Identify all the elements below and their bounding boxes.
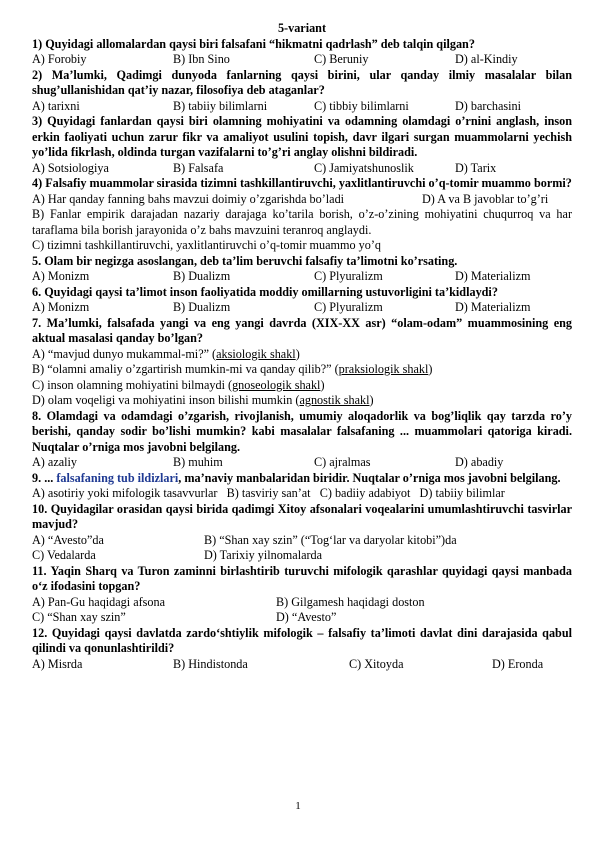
option-b-term: praksiologik shakl bbox=[338, 362, 429, 376]
option-a: A) Sotsiologiya bbox=[32, 160, 109, 175]
option-a-term: aksiologik shakl bbox=[216, 346, 296, 361]
option-d-term: agnostik shakl bbox=[299, 393, 370, 407]
question-5: 5. Olam bir negizga asoslangan, deb ta’lim beruvchi falsafiy ta’limotni ko’rsating. bbox=[32, 253, 458, 268]
option-a: A) “Avesto”da bbox=[32, 532, 104, 547]
answer-options-9: A) asotiriy yoki mifologik tasavvurlar B) tasviriy san’at C) badiiy adabiyot D) tabiiy bilimlar bbox=[32, 486, 505, 500]
question-11: 11. Yaqin Sharq va Turon zaminni birlashtirib turuvchi mifologik qarashlar quyidagi qaysi manbada o‘z ifodasini topgan? bbox=[32, 563, 572, 593]
option-a: A) Pan-Gu haqidagi afsona bbox=[32, 594, 166, 609]
question-4: 4) Falsafiy muammolar sirasida tizimni tashkillantiruvchi, yaxlitlantiruvchi o’q-tomir muammo bormi? bbox=[32, 176, 572, 190]
question-12: 12. Quyidagi qaysi davlatda zardo‘shtiylik mifologik – falsafiy ta’limoti davlat dini darajasida qabul qilindi va qonunlashtirildi? bbox=[32, 625, 572, 655]
option-d: D) barchasini bbox=[455, 98, 521, 113]
option-c: C) Beruniy bbox=[314, 52, 369, 66]
answer-options-3 bbox=[32, 161, 572, 177]
option-b: B) tabiiy bilimlarni bbox=[173, 98, 268, 113]
answer-options-10-row2 bbox=[32, 548, 572, 564]
option-d: D) Tarixiy yilnomalarda bbox=[204, 548, 323, 562]
variant-title: 5-variant bbox=[277, 21, 327, 35]
option-c: C) Xitoyda bbox=[349, 656, 404, 671]
question-2: 2) Ma’lumki, Qadimgi dunyoda fanlarning qaysi birini, ular qanday ilmiy masalalar bilan shug’ullanishidan qat’iy nazar, filosofiya deb ataganlar? bbox=[32, 67, 572, 97]
option-c: C) Plyuralizm bbox=[314, 269, 383, 283]
option-b: B) “Shan xay szin” (“Tog‘lar va daryolar kitobi”)da bbox=[204, 532, 457, 547]
option-b: B) Ibn Sino bbox=[173, 52, 230, 66]
answer-options-5 bbox=[32, 269, 572, 285]
option-c: C) Vedalarda bbox=[32, 548, 96, 562]
question-10: 10. Quyidagilar orasidan qaysi birida qadimgi Xitoy afsonalari voqealarini umumlashtiruvchi tasvirlar mavjud? bbox=[32, 501, 572, 531]
answer-options-6 bbox=[32, 300, 572, 316]
option-a: A) azaliy bbox=[32, 455, 78, 469]
option-d: D) A va B javoblar to’g’ri bbox=[422, 191, 549, 206]
option-a: A) “mavjud dunyo mukammal-mi?” (aksiologik shakl) bbox=[32, 346, 300, 361]
option-c-term: gnoseologik shakl bbox=[232, 377, 321, 392]
option-b: B) muhim bbox=[173, 455, 223, 469]
option-b: B) Fanlar empirik darajadan nazariy darajaga ko’tarila borish, o’z-o’zining mohiyatini chuqurroq va har taraflama bila borish jarayonida o’z bahs mavzuini teranroq anglaydi. bbox=[32, 207, 572, 237]
option-c: C) ajralmas bbox=[314, 455, 371, 469]
answer-options-11-row1 bbox=[32, 595, 572, 611]
page-number: 1 bbox=[295, 800, 301, 812]
question-7: 7. Ma’lumki, falsafada yangi va eng yangi davrda (XIX-XX asr) “olam-odam” muammosining eng aktual masalasi qanday bo’lgan? bbox=[32, 315, 572, 345]
option-d: D) Tarix bbox=[455, 160, 497, 175]
option-d: D) al-Kindiy bbox=[455, 52, 518, 66]
option-a: A) Monizm bbox=[32, 300, 90, 314]
option-b: B) Falsafa bbox=[173, 160, 224, 175]
option-d: D) Materializm bbox=[455, 269, 531, 283]
answer-options-8 bbox=[32, 455, 572, 471]
option-c: C) Jamiyatshunoslik bbox=[314, 160, 414, 175]
option-b: B) Dualizm bbox=[173, 300, 231, 314]
answer-options-1 bbox=[32, 52, 572, 68]
question-8: 8. Olamdagi va odamdagi o’zgarish, rivojlanish, umumiy aloqadorlik va bog’liqlik qay tarzda ro’y berishi, qanday sodir bo’lishi mumkin? kabi masalalar falsafaning ... muammolari qatoriga kiradi. Nuqtalar o’rniga mos javobni belgilang. bbox=[32, 408, 572, 454]
highlighted-phrase: falsafaning tub ildizlari bbox=[56, 470, 179, 485]
option-c: C) “Shan xay szin” bbox=[32, 610, 126, 624]
document-page bbox=[32, 21, 572, 672]
option-d: D) Eronda bbox=[492, 656, 544, 671]
answer-options-12 bbox=[32, 657, 572, 673]
question-3: 3) Quyidagi fanlardan qaysi biri olamning mohiyatini va odamning olamdagi o’rnini anglash, inson erkin faoliyati uchun zarur fikr va amaliyot usulini topish, davr ilgari surgan muammolarni yechish yo’lida fikrlash, oldinda turgan vazifalarni to’g’ri anglay olishni bildiradi. bbox=[32, 114, 572, 159]
answer-options-4-row bbox=[32, 192, 572, 208]
option-d: D) olam voqeligi va mohiyatini inson bilishi mumkin (agnostik shakl) bbox=[32, 393, 374, 407]
option-a: A) Monizm bbox=[32, 269, 90, 283]
option-d: D) Materializm bbox=[455, 300, 531, 314]
question-6: 6. Quyidagi qaysi ta’limot inson faoliyatida moddiy omillarning ustuvorligini ta’kidlaydi? bbox=[32, 284, 498, 299]
option-d: D) abadiy bbox=[455, 455, 504, 469]
answer-options-10-row1 bbox=[32, 533, 572, 549]
option-b: B) Gilgamesh haqidagi doston bbox=[276, 594, 425, 609]
answer-options-2 bbox=[32, 99, 572, 115]
option-c: C) Plyuralizm bbox=[314, 300, 383, 314]
option-c: C) inson olamning mohiyatini bilmaydi (gnoseologik shakl) bbox=[32, 377, 325, 392]
option-a: A) Forobiy bbox=[32, 52, 87, 66]
answer-options-11-row2 bbox=[32, 610, 572, 626]
option-c: C) tizimni tashkillantiruvchi, yaxlitlantiruvchi o’q-tomir muammo yo’q bbox=[32, 238, 381, 252]
option-a: A) Misrda bbox=[32, 656, 83, 671]
question-1: 1) Quyidagi allomalardan qaysi biri falsafani “hikmatni qadrlash” deb talqin qilgan? bbox=[32, 36, 475, 51]
option-b: B) Dualizm bbox=[173, 269, 231, 283]
option-a: A) Har qanday fanning bahs mavzui doimiy o’zgarishda bo’ladi bbox=[32, 191, 345, 206]
option-b: B) Hindistonda bbox=[173, 656, 248, 671]
option-c: C) tibbiy bilimlarni bbox=[314, 98, 409, 113]
option-b: B) “olamni amaliy o’zgartirish mumkin-mi va qanday qilib?” (praksiologik shakl) bbox=[32, 362, 433, 376]
option-a: A) tarixni bbox=[32, 98, 80, 113]
option-d: D) “Avesto” bbox=[276, 610, 337, 624]
question-9: 9. ... falsafaning tub ildizlari, ma’naviy manbalaridan biridir. Nuqtalar o’rniga mos javobni belgilang. bbox=[32, 470, 561, 485]
